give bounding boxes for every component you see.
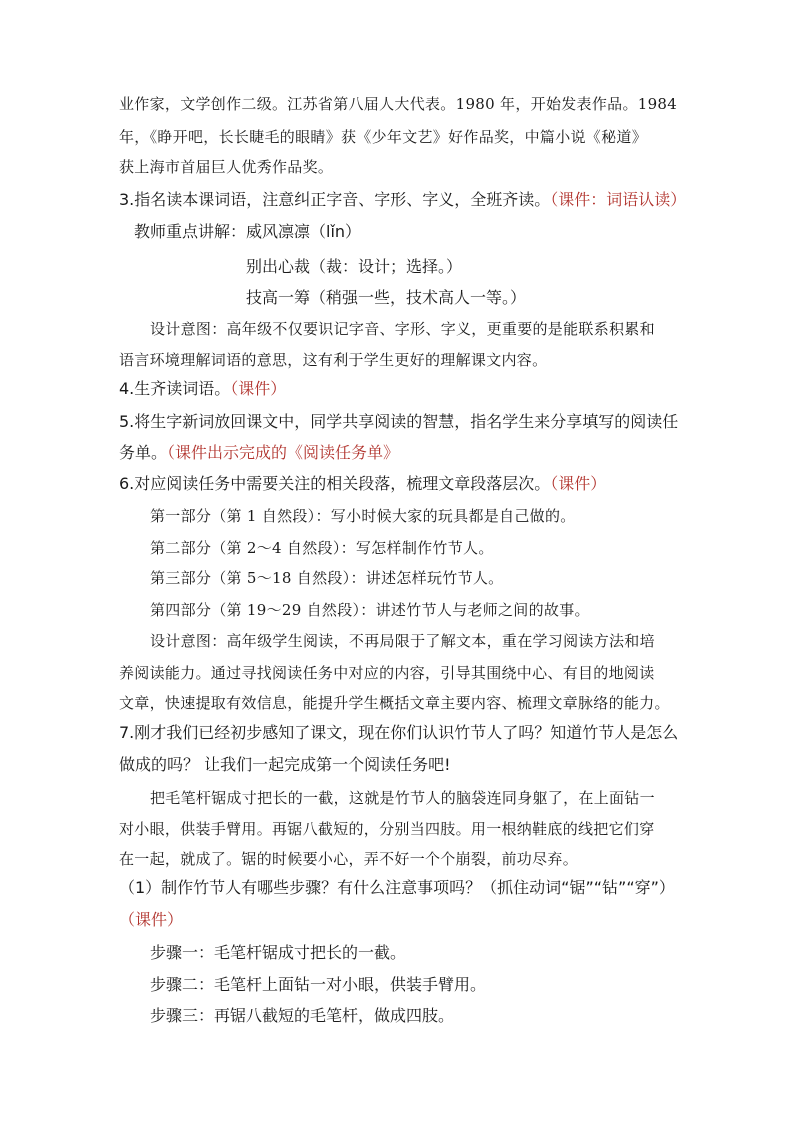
question-note: （课件） <box>119 910 184 929</box>
bio-line-3: 获上海市首届巨人优秀作品奖。 <box>119 158 334 176</box>
teacher-intro: 教师重点讲解：威风凛凛（lǐn） <box>134 222 362 241</box>
item-5-line-1: 5.将生字新词放回课文中，同学共享阅读的智慧，指名学生来分享填写的阅读任 <box>119 412 679 431</box>
item-5-text: 务单。 <box>119 443 168 462</box>
item-4-text: 4.生齐读词语。 <box>119 379 231 398</box>
part-3: 第三部分（第 5～18 自然段）：讲述怎样玩竹节人。 <box>150 569 504 587</box>
excerpt-line-2: 对小眼，供装手臂用。再锯八截短的，分别当四肢。用一根纳鞋底的线把它们穿 <box>119 820 655 838</box>
item-6-text: 6.对应阅读任务中需要关注的相关段落，梳理文章段落层次。 <box>119 474 551 493</box>
part-4: 第四部分（第 19～29 自然段）：讲述竹节人与老师之间的故事。 <box>150 601 590 619</box>
item-4-note: （课件） <box>230 379 287 398</box>
bio-line-1: 业作家，文学创作二级。江苏省第八届人大代表。1980 年，开始发表作品。1984 <box>119 95 678 113</box>
design-1-line-2: 语言环境理解词语的意思，这有利于学生更好的理解课文内容。 <box>119 351 548 369</box>
teacher-word-2: 别出心裁（裁：设计；选择。） <box>246 257 463 276</box>
step-1: 步骤一：毛笔杆锯成寸把长的一截。 <box>150 943 407 962</box>
item-5-line-2 <box>119 445 399 461</box>
teacher-word-3: 技高一筹（稍强一些，技术高人一等。） <box>246 288 527 307</box>
item-6 <box>119 476 606 492</box>
item-7-line-1: 7.刚才我们已经初步感知了课文，现在你们认识竹节人了吗？知道竹节人是怎么 <box>119 723 679 742</box>
step-3: 步骤三：再锯八截短的毛笔杆，做成四肢。 <box>150 1006 455 1025</box>
excerpt-line-1: 把毛笔杆锯成寸把长的一截，这就是竹节人的脑袋连同身躯了，在上面钻一 <box>150 789 655 807</box>
bio-line-2: 年，《睁开吧，长长睫毛的眼睛》获《少年文艺》好作品奖，中篇小说《秘道》 <box>119 128 648 146</box>
item-7-line-2: 做成的吗？ 让我们一起完成第一个阅读任务吧! <box>119 755 451 774</box>
item-6-note: （课件） <box>550 474 607 493</box>
step-2: 步骤二：毛笔杆上面钻一对小眼，供装手臂用。 <box>150 975 487 994</box>
design-2-line-2: 养阅读能力。通过寻找阅读任务中对应的内容，引导其围绕中心、有目的地阅读 <box>119 664 655 682</box>
item-3 <box>119 192 686 208</box>
item-3-text: 3.指名读本课词语，注意纠正字音、字形、字义，全班齐读。 <box>119 190 551 209</box>
part-2: 第二部分（第 2～4 自然段）：写怎样制作竹节人。 <box>150 539 494 557</box>
item-4 <box>119 381 286 397</box>
excerpt-line-3: 在一起，就成了。锯的时候要小心，弄不好一个个崩裂，前功尽弃。 <box>119 850 579 868</box>
design-1-line-1: 设计意图：高年级不仅要识记字音、字形、字义，更重要的是能联系积累和 <box>150 320 655 338</box>
design-2-line-3: 文章，快速提取有效信息，能提升学生概括文章主要内容、梳理文章脉络的能力。 <box>119 694 670 712</box>
design-2-line-1: 设计意图：高年级学生阅读，不再局限于了解文本，重在学习阅读方法和培 <box>150 632 655 650</box>
question-text: （1）制作竹节人有哪些步骤？有什么注意事项吗？（抓住动词“锯”“钻”“穿”） <box>119 878 675 897</box>
item-3-note: （课件：词语认读） <box>550 190 687 209</box>
part-1: 第一部分（第 1 自然段）：写小时候大家的玩具都是自己做的。 <box>150 507 576 525</box>
item-5-note: （课件出示完成的《阅读任务单》 <box>167 443 400 462</box>
